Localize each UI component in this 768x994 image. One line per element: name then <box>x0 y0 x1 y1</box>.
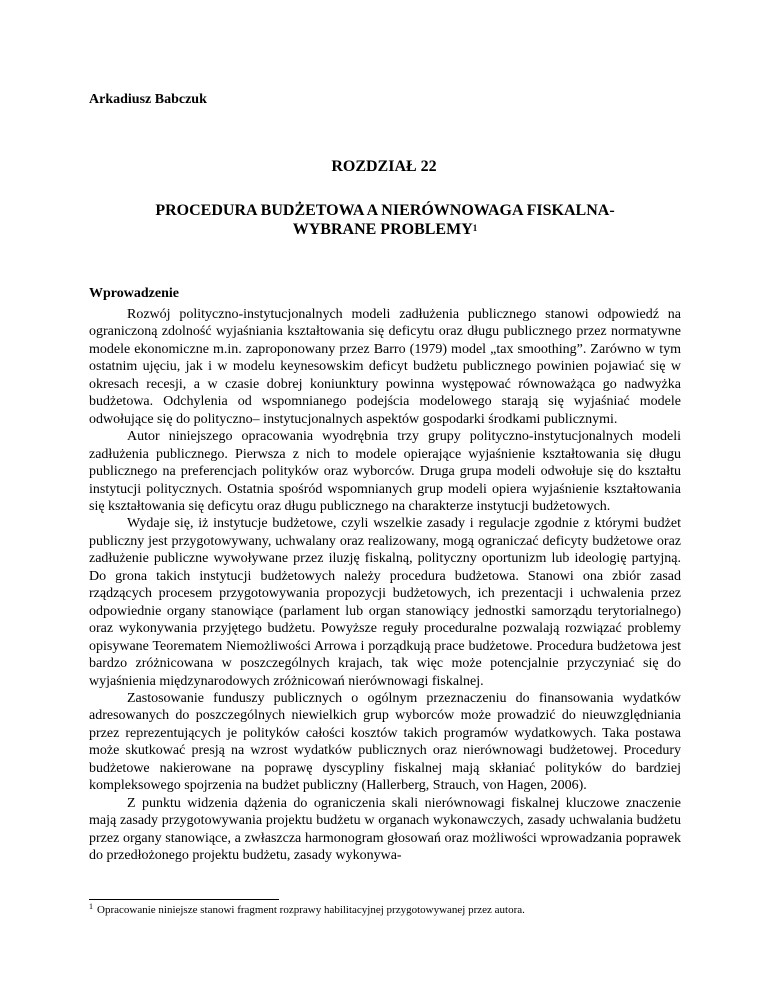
paragraph-4: Zastosowanie funduszy publicznych o ogólnym przeznaczeniu do finansowania wydatków adresowanych do poszczególnych niewielkich grup wyborców może prowadzić do nieuwzględniania przez reprezentujących je polityków całości kosztów takich programów wydatkowych. Taka postawa może skutkować presją na wzrost wydatków publicznych oraz nierównowagi budżetowej. Procedury budżetowe nakierowane na poprawę dyscypliny fiskalnej mają skłaniać polityków do bardziej kompleksowego spojrzenia na budżet publiczny (Hallerberg, Strauch, von Hagen, 2006). <box>89 690 681 794</box>
title-footnote-mark: 1 <box>472 223 478 233</box>
author-name: Arkadiusz Babczuk <box>89 92 207 107</box>
body-text <box>89 306 681 865</box>
footnote-separator <box>89 899 279 900</box>
footnote-text: Opracowanie niniejsze stanowi fragment rozprawy habilitacyjnej przygotowywanej przez autora. <box>97 904 525 916</box>
paragraph-5: Z punktu widzenia dążenia do ograniczenia skali nierównowagi fiskalnej kluczowe znaczenie mają zasady przygotowywania projektu budżetu w organach wykonawczych, zasady uchwalania budżetu przez organy stanowiące, a zwłaszcza harmonogram głosowań oraz możliwości wprowadzania poprawek do przedłożonego projektu budżetu, zasady wykonywa- <box>89 795 681 864</box>
paragraph-3: Wydaje się, iż instytucje budżetowe, czyli wszelkie zasady i regulacje zgodnie z którymi budżet publiczny jest przygotowywany, uchwalany oraz realizowany, mogą ograniczać deficyty budżetowe oraz zadłużenie publiczne wywoływane przez iluzję fiskalną, polityczny oportunizm lub ideologię partyjną. Do grona takich instytucji budżetowych należy procedura budżetowa. Stanowi ona zbiór zasad rządzących procesem przygotowywania propozycji budżetowych, ich prezentacji i uchwalenia przez odpowiednie organy stanowiące (parlament lub organ stanowiący jednostki samorządu terytorialnego) oraz wykonywania przyjętego budżetu. Powyższe reguły proceduralne pozwalają rozwiązać problemy opisywane Teorematem Niemożliwości Arrowa i porządkują prace budżetowe. Procedura budżetowa jest bardzo zróżnicowana w poszczególnych krajach, tak więc może potencjalnie przyczyniać się do wyjaśnienia międzynarodowych zróżnicowań nierównowagi fiskalnej. <box>89 516 681 689</box>
footnote-mark: 1 <box>89 902 93 911</box>
paragraph-1: Rozwój polityczno-instytucjonalnych modeli zadłużenia publicznego stanowi odpowiedź na ograniczoną zdolność wyjaśniania kształtowania się deficytu oraz długu publicznego przez normatywne modele ekonomiczne m.in. zaproponowany przez Barro (1979) model „tax smoothing”. Zarówno w tym ostatnim ujęciu, jak i w modelu keynesowskim deficyt budżetu publicznego powinien pojawiać się w okresach recesji, a w czasie dobrej koniunktury powinna występować równoważąca go nadwyżka budżetowa. Odchylenia od wspomnianego podejścia modelowego starają się wyjaśniać modele odwołujące się do polityczno– instytucjonalnych aspektów gospodarki środkami publicznymi. <box>89 307 681 427</box>
paragraph-2: Autor niniejszego opracowania wyodrębnia trzy grupy polityczno-instytucjonalnych modeli zadłużenia publicznego. Pierwsza z nich to modele opierające wyjaśnienie kształtowania się długu publicznego na preferencjach polityków oraz wyborców. Druga grupa modeli odwołuje się do kształtu instytucji politycznych. Ostatnia spośród wspomnianych grup modeli opiera wyjaśnienie kształtowania się kształtowania się deficytu oraz długu publicznego na charakterze instytucji budżetowych. <box>89 429 681 514</box>
chapter-title-line-2 <box>90 220 680 239</box>
section-heading: Wprowadzenie <box>89 286 179 301</box>
chapter-heading: ROZDZIAŁ 22 <box>331 158 437 175</box>
chapter-title-line-1: PROCEDURA BUDŻETOWA A NIERÓWNOWAGA FISKALNA- <box>155 202 615 219</box>
chapter-title <box>90 201 680 239</box>
footnote <box>89 904 525 916</box>
chapter-title-line-2-text: WYBRANE PROBLEMY <box>292 221 473 238</box>
